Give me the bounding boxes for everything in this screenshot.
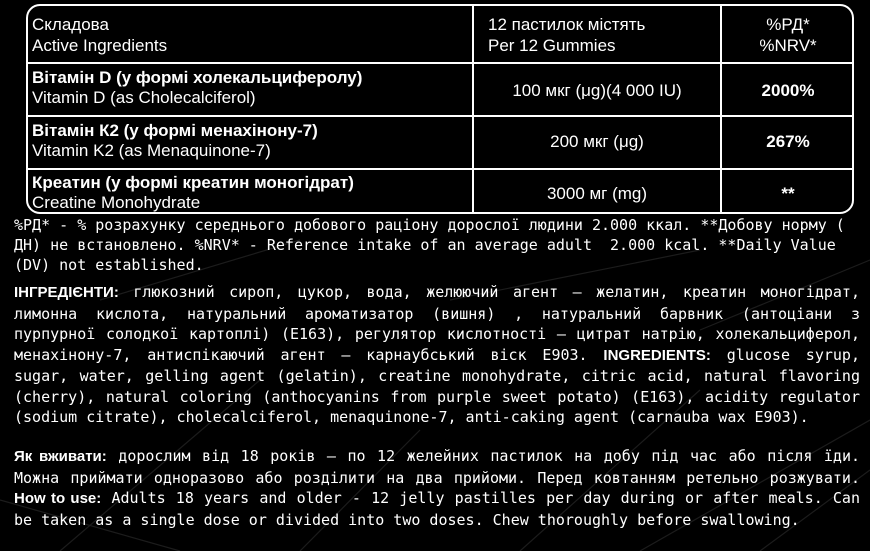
ingredient-name-cell bbox=[32, 68, 472, 108]
usage-paragraph bbox=[14, 446, 860, 530]
header-col2-uk: 12 пастилок містять bbox=[488, 15, 646, 34]
ingredients-text-uk: глюкозний сироп, цукор, вода, желюючий агент — желатин, креатин моногідрат, лимонна кислота, натуральний ароматизатор (вишня) , натуральний барвник (антоціани з пурпурної солодкої картоплі) (E163), регулятор кислотності — цитрат натрію, холекальциферол, менахінону-7, антиспікаючий агент — карнаубський віск E903. bbox=[14, 283, 860, 364]
ingredient-amount: 3000 мг (mg) bbox=[546, 184, 648, 203]
usage-label-uk: Як вживати: bbox=[14, 448, 107, 465]
usage-label-en: How to use: bbox=[14, 490, 102, 507]
ingredients-label-en: INGREDIENTS: bbox=[603, 346, 711, 364]
header-col2-en: Per 12 Gummies bbox=[488, 36, 616, 55]
ingredient-name-uk: Вітамін К2 (у формі менахінону-7) bbox=[32, 121, 318, 140]
header-col3-uk: %РД* bbox=[766, 15, 810, 34]
ingredients-paragraph bbox=[14, 282, 860, 428]
ingredient-name-cell bbox=[32, 121, 472, 161]
ingredient-name-en: Vitamin D (as Cholecalciferol) bbox=[32, 88, 256, 107]
ingredients-text-en: glucose syrup, sugar, water, gelling agent (gelatin), creatine monohydrate, citric acid, natural flavoring (cherry), natural coloring (anthocyanins from purple sweet potato) (E163), acidity regulator (sodium citrate), cholecalciferol, menaquinone-7, anti-caking agent (carnauba wax E903). bbox=[14, 345, 860, 426]
ingredient-name-en: Vitamin K2 (as Menaquinone-7) bbox=[32, 141, 271, 160]
ingredients-label-uk: ІНГРЕДІЄНТИ: bbox=[14, 284, 119, 301]
header-col1-uk: Складова bbox=[32, 15, 109, 34]
ingredient-percent: ** bbox=[781, 184, 795, 203]
header-percent-cell bbox=[722, 14, 854, 56]
ingredient-name-uk: Креатин (у формі креатин моногідрат) bbox=[32, 173, 354, 192]
footnotes: %РД* - % розрахунку середнього добового раціону дорослої людини 2.000 ккал. **Добову нормy ( ДН) не встановлено. %NRV* - Reference intake of an average adult 2.000 kcal. **Daily Value (DV) not established. bbox=[14, 216, 854, 274]
header-col1-en: Active Ingredients bbox=[32, 36, 168, 55]
ingredient-amount: 100 мкг (μg)(4 000 IU) bbox=[512, 81, 682, 100]
ingredient-percent: 267% bbox=[766, 132, 810, 151]
ingredient-name-cell bbox=[32, 173, 472, 213]
table-row bbox=[28, 62, 852, 115]
ingredient-amount: 200 мкг (μg) bbox=[550, 132, 644, 151]
ingredient-name-en: Creatine Monohydrate bbox=[32, 193, 201, 212]
ingredient-name-uk: Вітамін D (у формі холекальциферолу) bbox=[32, 68, 363, 87]
table-row bbox=[28, 168, 852, 214]
table-header-row bbox=[28, 6, 852, 62]
nutrition-table bbox=[26, 4, 854, 214]
ingredient-percent: 2000% bbox=[761, 81, 815, 100]
usage-text-en: Adults 18 years and older - 12 jelly pastilles per day during or after meals. Can be taken as a single dose or divided into two doses. Chew thoroughly before swallowing. bbox=[14, 489, 860, 529]
header-amount-cell bbox=[474, 14, 720, 56]
table-row bbox=[28, 115, 852, 168]
usage-text-uk: дорослим від 18 років — по 12 желейних пастилок на добу під час або після їди. Можна приймати одноразово або розділити на два прийоми. Перед ковтанням ретельно розжувати. bbox=[14, 447, 861, 487]
header-col3-en: %NRV* bbox=[759, 36, 817, 55]
header-ingredient-cell bbox=[32, 14, 472, 56]
